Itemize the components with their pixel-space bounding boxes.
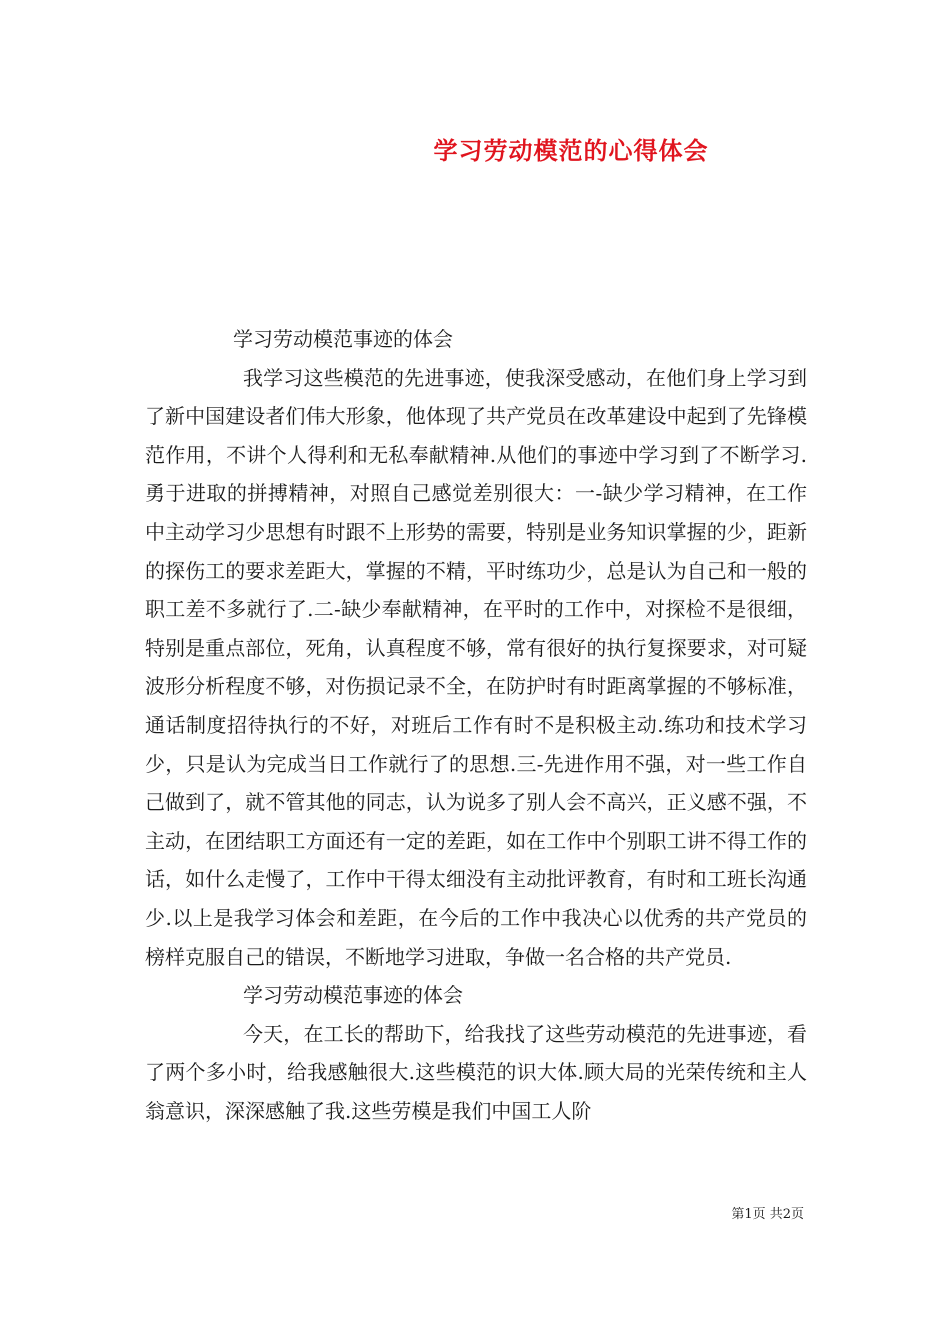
- section-heading: 学习劳动模范事迹的体会: [233, 327, 453, 351]
- section-heading: 学习劳动模范事迹的体会: [243, 983, 463, 1008]
- document-body: [145, 320, 807, 1130]
- page-footer: 第1页 共2页: [731, 1207, 804, 1222]
- section-paragraph: 我学习这些模范的先进事迹，使我深受感动，在他们身上学习到了新中国建设者们伟大形象，他体现了共产党员在改革建设中起到了先锋模范作用，不讲个人得利和无私奉献精神.从他们的事迹中学习到了不断学习.勇于进取的拼搏精神，对照自己感觉差别很大：一-缺少学习精神，在工作中主动学习少思想有时跟不上形势的需要，特别是业务知识掌握的少，距新的探伤工的要求差距大，掌握的不精，平时练功少，总是认为自己和一般的职工差不多就行了.二-缺少奉献精神，在平时的工作中，对探检不是很细，特别是重点部位，死角，认真程度不够，常有很好的执行复探要求，对可疑波形分析程度不够，对伤损记录不全，在防护时有时距离掌握的不够标准，通话制度招待执行的不好，对班后工作有时不是积极主动.练功和技术学习少，只是认为完成当日工作就行了的思想.三-先进作用不强，对一些工作自己做到了，就不管其他的同志，认为说多了别人会不高兴，正义感不强，不主动，在团结职工方面还有一定的差距，如在工作中个别职工讲不得工作的话，如什么走慢了，工作中干得太细没有主动批评教育，有时和工班长沟通少.以上是我学习体会和差距，在今后的工作中我决心以优秀的共产党员的榜样克服自己的错误，不断地学习进取，争做一名合格的共产党员.: [145, 365, 807, 969]
- section-paragraph: 今天，在工长的帮助下，给我找了这些劳动模范的先进事迹，看了两个多小时，给我感触很大.这些模范的识大体.顾大局的光荣传统和主人翁意识，深深感触了我.这些劳模是我们中国工人阶: [145, 1021, 807, 1123]
- page-title: 学习劳动模范的心得体会: [433, 136, 709, 165]
